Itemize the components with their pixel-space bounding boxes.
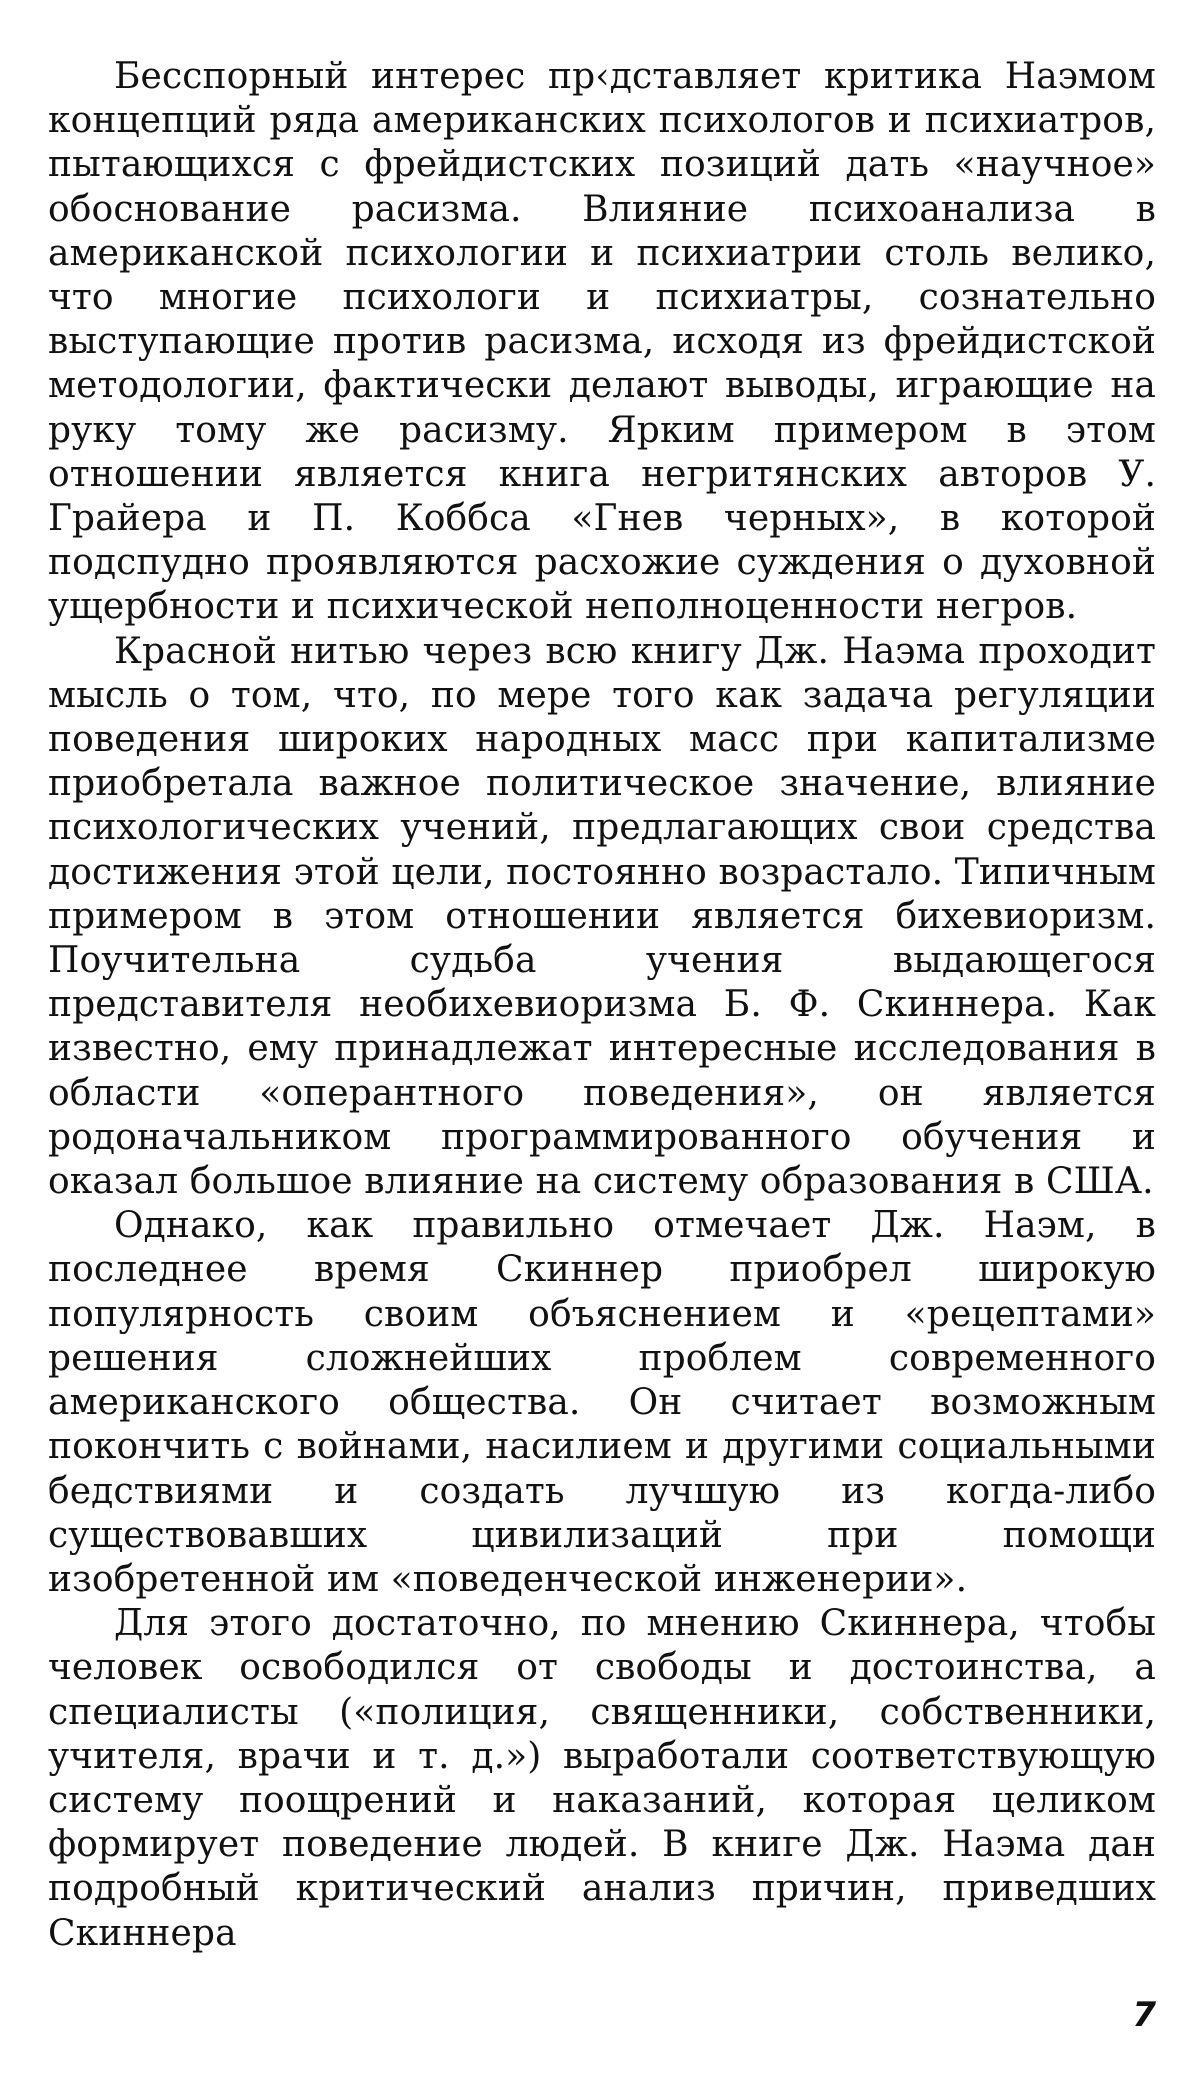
paragraph-3: Однако, как правильно отмечает Дж. Наэм, в последнее время Скиннер приобрел широкую популярность своим объяснением и «рецептами» решения сложнейших проблем современного американского общества. Он считает возможным покончить с войнами, насилием и другими социальными бедствиями и создать лучшую из когда-либо существовавших цивилизаций при помощи изобретенной им «поведенческой инженерии». xyxy=(48,1205,1156,1600)
paragraph-4: Для этого достаточно, по мнению Скиннера, чтобы человек освободился от свободы и достоинства, а специалисты («полиция, священники, собственники, учителя, врачи и т. д.») выработали соответствующую систему поощрений и наказаний, которая целиком формирует поведение людей. В книге Дж. Наэма дан подробный критический анализ причин, приведших Скиннера xyxy=(48,1603,1156,1954)
paragraph-1: Бесспорный интерес пр‹дставляет критика Наэмом концепций ряда американских психологов и психиатров, пытающихся с фрейдистских позиций дать «научное» обоснование расизма. Влияние психоанализа в американской психологии и психиатрии столь велико, что многие психологи и психиатры, сознательно выступающие против расизма, исходя из фрейдистской методологии, фактически делают выводы, играющие на руку тому же расизму. Ярким примером в этом отношении является книга негритянских авторов У. Грайера и П. Коббса «Гнев черных», в которой подспудно проявляются расхожие суждения о духовной ущербности и психической неполноценности негров. xyxy=(48,56,1156,628)
page-number: 7 xyxy=(1132,1995,1156,2035)
paragraph-2: Красной нитью через всю книгу Дж. Наэма проходит мысль о том, что, по мере того как задача регуляции поведения широких народных масс при капитализме приобретала важное политическое значение, влияние психологических учений, предлагающих свои средства достижения этой цели, постоянно возрастало. Типичным примером в этом отношении является бихевиоризм. Поучительна судьба учения выдающегося представителя необихевиоризма Б. Ф. Скиннера. Как известно, ему принадлежат интересные исследования в области «оперантного поведения», он является родоначальником программированного обучения и оказал большое влияние на систему образования в США. xyxy=(48,630,1156,1203)
document-page xyxy=(48,55,1156,2035)
